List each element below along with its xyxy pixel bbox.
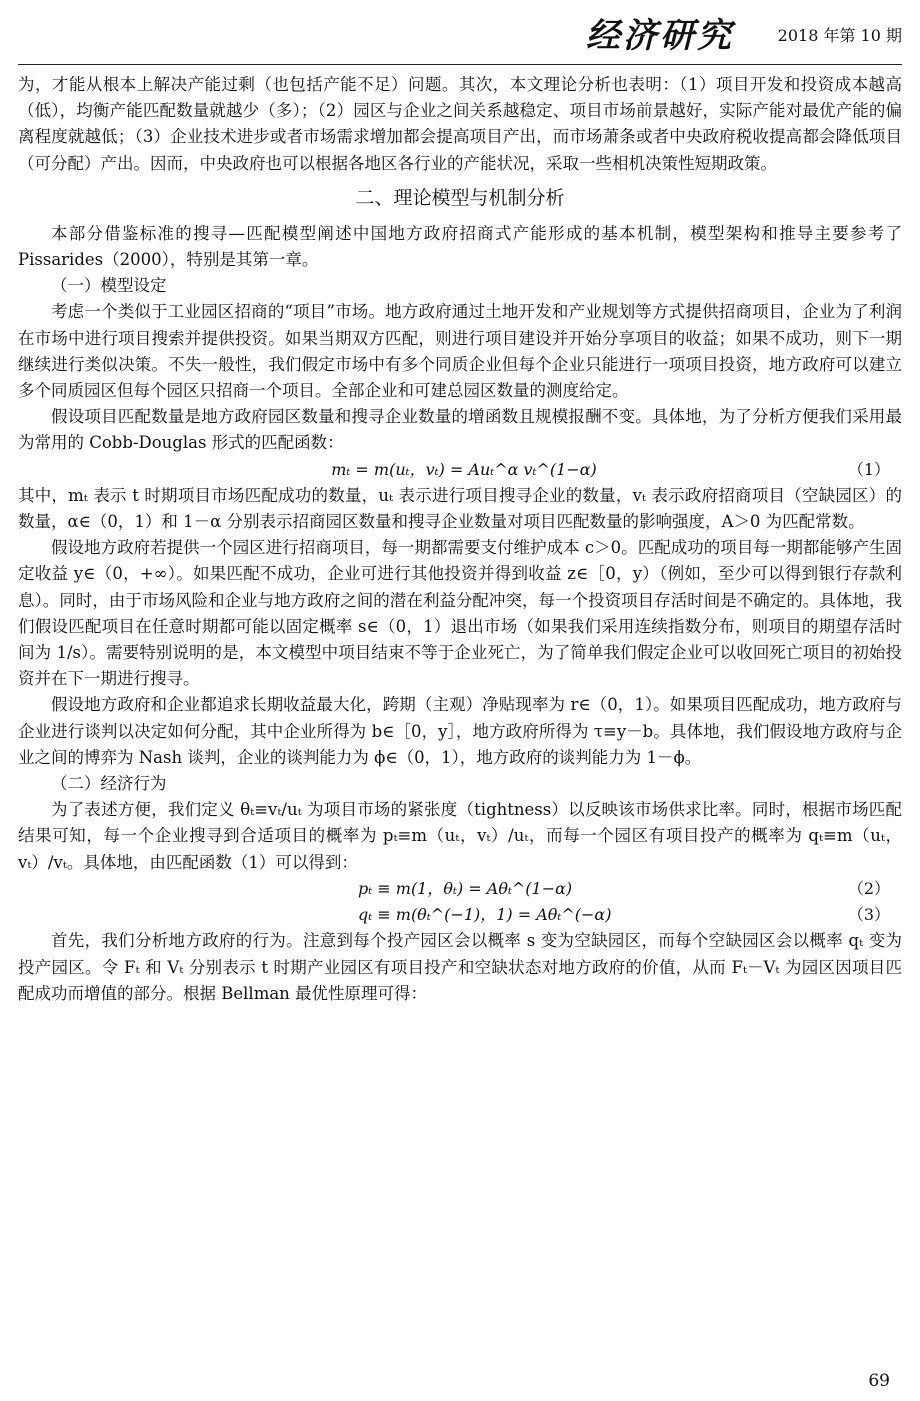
equation-2: [18, 876, 902, 902]
equation-1: [18, 457, 902, 483]
subsection-title: （二）经济行为: [51, 774, 167, 794]
equation-number: （2）: [847, 878, 890, 898]
journal-logo: 经济研究: [586, 16, 734, 56]
paragraph: 假设地方政府和企业都追求长期收益最大化，跨期（主观）净贴现率为 r∈（0，1）。如果项目匹配成功，地方政府与企业进行谈判以决定如何分配，其中企业所得为 b∈［0，y］，地方政府所得为 τ≡y－b。具体地，我们假设地方政府与企业之间的博弈为 Nash 谈判，企业的谈判能力为 ϕ∈（0，1），地方政府的谈判能力为 1－ϕ。: [18, 695, 902, 767]
equation-formula: qₜ ≡ m(θₜ^(−1)，1) = Aθₜ^(−α): [358, 905, 612, 925]
paragraph: 其中，mₜ 表示 t 时期项目市场匹配成功的数量，uₜ 表示进行项目搜寻企业的数量，vₜ 表示政府招商项目（空缺园区）的数量，α∈（0，1）和 1－α 分别表示招商园区数量和搜寻企业数量对项目匹配数量的影响强度，A＞0 为匹配常数。: [18, 485, 902, 532]
page-header: [18, 14, 902, 62]
equation-number: （3）: [847, 905, 890, 925]
issue-label: 2018 年第 10 期: [777, 26, 902, 45]
paragraph: 首先，我们分析地方政府的行为。注意到每个投产园区会以概率 s 变为空缺园区，而每个空缺园区会以概率 qₜ 变为投产园区。令 Fₜ 和 Vₜ 分别表示 t 时期产业园区有项目投产和空缺状态对地方政府的价值，从而 Fₜ－Vₜ 为园区因项目匹配成功而增值的部分。根据 Bellman 最优性原理可得：: [18, 931, 902, 1003]
equation-3: [18, 902, 902, 928]
article-body: [18, 72, 902, 1007]
header-rule: [18, 64, 902, 65]
section-title: 二、理论模型与机制分析: [355, 186, 565, 209]
equation-number: （1）: [847, 459, 890, 479]
subsection-title: （一）模型设定: [51, 276, 167, 296]
paragraph: 假设项目匹配数量是地方政府园区数量和搜寻企业数量的增函数且规模报酬不变。具体地，为了分析方便我们采用最为常用的 Cobb-Douglas 形式的匹配函数：: [18, 407, 902, 453]
paragraph: 本部分借鉴标准的搜寻—匹配模型阐述中国地方政府招商式产能形成的基本机制，模型架构和推导主要参考了 Pissarides（2000），特别是其第一章。: [18, 223, 902, 270]
paragraph: 为，才能从根本上解决产能过剩（也包括产能不足）问题。其次，本文理论分析也表明：（1）项目开发和投资成本越高（低），均衡产能匹配数量就越少（多）；（2）园区与企业之间关系越稳定、项目市场前景越好，实际产能对最优产能的偏离程度就越低；（3）企业技术进步或者市场需求增加都会提高项目产出，而市场萧条或者中央政府税收提高都会降低项目（可分配）产出。因而，中央政府也可以根据各地区各行业的产能状况，采取一些相机决策性短期政策。: [18, 75, 902, 173]
equation-formula: mₜ = m(uₜ，vₜ) = Auₜ^α vₜ^(1−α): [331, 459, 597, 479]
paragraph: 假设地方政府若提供一个园区进行招商项目，每一期都需要支付维护成本 c＞0。匹配成功的项目每一期都能够产生固定收益 y∈（0，+∞）。如果匹配不成功，企业可进行其他投资并得到收益 z∈［0，y）（例如，至少可以得到银行存款利息）。同时，由于市场风险和企业与地方政府之间的潜在利益分配冲突，每一个投资项目存活时间是不确定的。具体地，我们假设匹配项目在任意时期都可能以固定概率 s∈（0，1）退出市场（如果我们采用连续指数分布，则项目的期望存活时间为 1/s）。需要特别说明的是，本文模型中项目结束不等于企业死亡，为了简单我们假定企业可以收回死亡项目的初始投资并在下一期进行搜寻。: [18, 538, 902, 689]
paragraph: 为了表述方便，我们定义 θₜ≡vₜ/uₜ 为项目市场的紧张度（tightness）以反映该市场供求比率。同时，根据市场匹配结果可知，每一个企业搜寻到合适项目的概率为 pₜ≡m（uₜ，vₜ）/uₜ，而每一个园区有项目投产的概率为 qₜ≡m（uₜ，vₜ）/vₜ。具体地，由匹配函数（1）可以得到：: [18, 800, 902, 872]
paragraph: 考虑一个类似于工业园区招商的“项目”市场。地方政府通过土地开发和产业规划等方式提供招商项目，企业为了利润在市场中进行项目搜索并提供投资。如果当期双方匹配，则进行项目建设并开始分享项目的收益；如果不成功，则下一期继续进行类似决策。不失一般性，我们假定市场中有多个同质企业但每个企业只能进行一项项目投资，地方政府可以建立多个同质园区但每个园区只招商一个项目。全部企业和可建总园区数量的测度给定。: [18, 302, 902, 401]
page-number: 69: [868, 1371, 890, 1391]
equation-formula: pₜ ≡ m(1，θₜ) = Aθₜ^(1−α): [358, 878, 573, 898]
